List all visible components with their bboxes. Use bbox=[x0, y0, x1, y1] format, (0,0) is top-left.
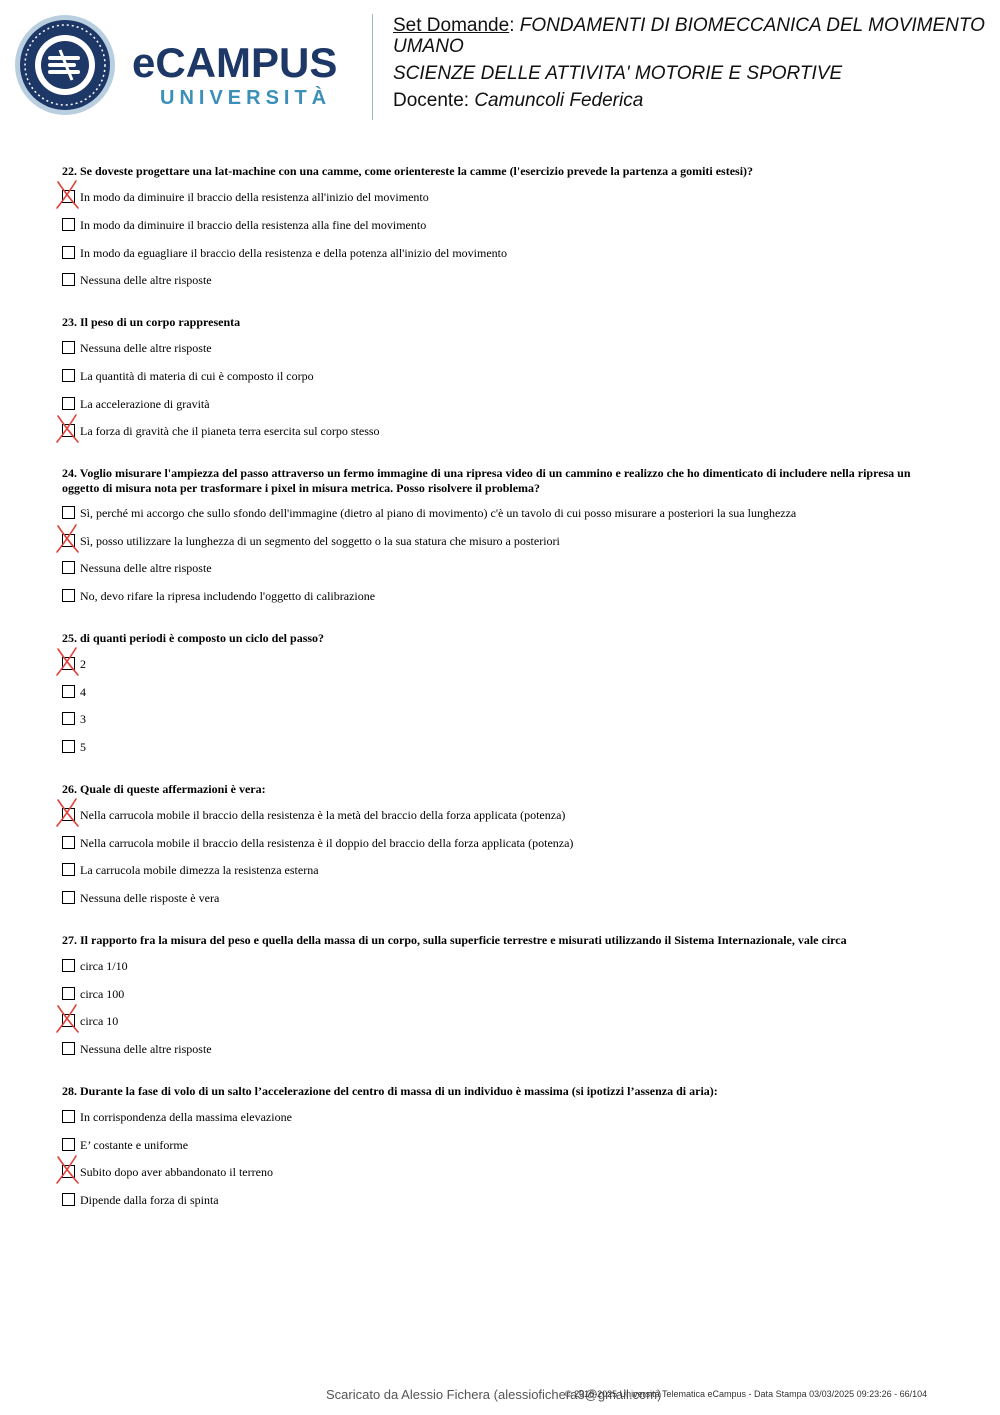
answer-option[interactable] bbox=[62, 862, 942, 878]
checkbox[interactable] bbox=[62, 959, 75, 972]
set-title-row bbox=[393, 15, 993, 57]
answer-option[interactable] bbox=[62, 217, 942, 233]
answer-option-label: In modo da diminuire il braccio della resistenza alla fine del movimento bbox=[80, 218, 427, 232]
checkbox[interactable] bbox=[62, 397, 75, 410]
answer-option[interactable] bbox=[62, 368, 942, 384]
checkbox[interactable] bbox=[62, 891, 75, 904]
selected-x-mark-icon bbox=[56, 1155, 80, 1185]
selected-x-mark-icon bbox=[56, 524, 80, 554]
checkbox[interactable] bbox=[62, 341, 75, 354]
answer-option[interactable] bbox=[62, 505, 942, 521]
answer-option[interactable] bbox=[62, 340, 942, 356]
checkbox[interactable] bbox=[62, 246, 75, 259]
answer-option-label: circa 1/10 bbox=[80, 959, 128, 973]
answer-option-label: Nessuna delle altre risposte bbox=[80, 341, 212, 355]
checkbox[interactable] bbox=[62, 1138, 75, 1151]
answer-option[interactable] bbox=[62, 560, 942, 576]
ecampus-logo-wordmark bbox=[132, 40, 357, 115]
answer-option-label: Dipende dalla forza di spinta bbox=[80, 1193, 219, 1207]
answer-option-label: La carrucola mobile dimezza la resistenza esterna bbox=[80, 863, 319, 877]
degree-row bbox=[393, 63, 993, 84]
answer-option[interactable] bbox=[62, 807, 942, 823]
answer-option-label: Subito dopo aver abbandonato il terreno bbox=[80, 1165, 273, 1179]
answer-option[interactable] bbox=[62, 588, 942, 604]
answer-option[interactable] bbox=[62, 1041, 942, 1057]
set-label: Set Domande bbox=[393, 15, 510, 36]
checkbox[interactable] bbox=[62, 1193, 75, 1206]
answer-option[interactable] bbox=[62, 835, 942, 851]
checkbox[interactable] bbox=[62, 685, 75, 698]
answer-option-label: In modo da diminuire il braccio della resistenza all'inizio del movimento bbox=[80, 190, 429, 204]
checkbox[interactable] bbox=[62, 561, 75, 574]
answer-option[interactable] bbox=[62, 245, 942, 261]
answer-option-label: La quantità di materia di cui è composto il corpo bbox=[80, 369, 314, 383]
answer-option[interactable] bbox=[62, 272, 942, 288]
selected-x-mark-icon bbox=[56, 414, 80, 444]
answer-option-label: Nella carrucola mobile il braccio della resistenza è la metà del braccio della forza applicata (potenza) bbox=[80, 808, 566, 822]
selected-x-mark-icon bbox=[56, 798, 80, 828]
page-header bbox=[0, 0, 1000, 130]
answer-option-label: 3 bbox=[80, 712, 86, 726]
checkbox[interactable] bbox=[62, 589, 75, 602]
answer-option-label: Nessuna delle altre risposte bbox=[80, 273, 212, 287]
logo-word: eCAMPUS bbox=[132, 39, 338, 86]
checkbox[interactable] bbox=[62, 218, 75, 231]
degree-name: SCIENZE DELLE ATTIVITA' MOTORIE E SPORTIVE bbox=[393, 63, 843, 84]
question-title: 24. Voglio misurare l'ampiezza del passo attraverso un fermo immagine di una ripresa video di un cammino e realizzo che ho dimenticato di includere nella ripresa un oggetto di misura nota per trasformare i pixel in misura metrica. Posso risolvere il problema? bbox=[62, 466, 911, 495]
answer-option[interactable] bbox=[62, 533, 942, 549]
teacher-row bbox=[393, 90, 993, 111]
download-notice: Scaricato da Alessio Fichera (alessiofichera3@gmail.com) bbox=[326, 1387, 662, 1402]
question-title: 27. Il rapporto fra la misura del peso e quella della massa di un corpo, sulla superficie terrestre e misurati utilizzando il Sistema Internazionale, vale circa bbox=[62, 933, 847, 947]
answer-option[interactable] bbox=[62, 1164, 942, 1180]
question-title: 23. Il peso di un corpo rappresenta bbox=[62, 315, 241, 329]
checkbox[interactable] bbox=[62, 712, 75, 725]
teacher-label: Docente: bbox=[393, 90, 475, 111]
selected-x-mark-icon bbox=[56, 180, 80, 210]
ecampus-logo-badge bbox=[14, 14, 116, 116]
answer-option-label: 5 bbox=[80, 740, 86, 754]
answer-option-label: La forza di gravità che il pianeta terra esercita sul corpo stesso bbox=[80, 424, 380, 438]
checkbox[interactable] bbox=[62, 987, 75, 1000]
question-title: 28. Durante la fase di volo di un salto l’accelerazione del centro di massa di un individuo è massima (si ipotizzi l’assenza di aria): bbox=[62, 1084, 718, 1098]
set-separator: : bbox=[509, 15, 520, 36]
answer-option[interactable] bbox=[62, 684, 942, 700]
teacher-name: Camuncoli Federica bbox=[474, 90, 644, 111]
answer-option[interactable] bbox=[62, 1137, 942, 1153]
answer-option[interactable] bbox=[62, 189, 942, 205]
checkbox[interactable] bbox=[62, 1042, 75, 1055]
header-divider bbox=[372, 14, 373, 120]
answer-option[interactable] bbox=[62, 656, 942, 672]
answer-option[interactable] bbox=[62, 711, 942, 727]
question-title: 26. Quale di queste affermazioni è vera: bbox=[62, 782, 266, 796]
answer-option[interactable] bbox=[62, 739, 942, 755]
answer-option-label: circa 100 bbox=[80, 987, 125, 1001]
answer-option-label: In corrispondenza della massima elevazione bbox=[80, 1110, 292, 1124]
answer-option[interactable] bbox=[62, 1013, 942, 1029]
checkbox[interactable] bbox=[62, 836, 75, 849]
logo-subtitle: UNIVERSITÀ bbox=[160, 87, 332, 109]
answer-option-label: Sì, perché mi accorgo che sullo sfondo dell'immagine (dietro al piano di movimento) c'è un tavolo di cui posso misurare a posteriori la sua lunghezza bbox=[80, 506, 797, 520]
answer-option-label: E’ costante e uniforme bbox=[80, 1138, 189, 1152]
answer-option-label: Nessuna delle altre risposte bbox=[80, 561, 212, 575]
answer-option[interactable] bbox=[62, 1192, 942, 1208]
answer-option-label: La accelerazione di gravità bbox=[80, 397, 210, 411]
question-title: 22. Se doveste progettare una lat-machine con una camme, come orientereste la camme (l'esercizio prevede la partenza a gomiti estesi)? bbox=[62, 164, 754, 178]
answer-option-label: 2 bbox=[80, 657, 86, 671]
answer-option[interactable] bbox=[62, 890, 942, 906]
checkbox[interactable] bbox=[62, 740, 75, 753]
answer-option[interactable] bbox=[62, 423, 942, 439]
answer-option-label: 4 bbox=[80, 685, 86, 699]
answer-option-label: Nella carrucola mobile il braccio della resistenza è il doppio del braccio della forza applicata (potenza) bbox=[80, 836, 574, 850]
answer-option[interactable] bbox=[62, 396, 942, 412]
answer-option-label: In modo da eguagliare il braccio della resistenza e della potenza all'inizio del movimento bbox=[80, 246, 507, 260]
print-info: © 2016-2025 Università Telematica eCampus - Data Stampa 03/03/2025 09:23:26 - 66/104 bbox=[565, 1389, 928, 1399]
answer-option-label: Sì, posso utilizzare la lunghezza di un segmento del soggetto o la sua statura che misuro a posteriori bbox=[80, 534, 560, 548]
selected-x-mark-icon bbox=[56, 647, 80, 677]
answer-option-label: Nessuna delle altre risposte bbox=[80, 1042, 212, 1056]
answer-option-label: Nessuna delle risposte è vera bbox=[80, 891, 220, 905]
question-title: 25. di quanti periodi è composto un ciclo del passo? bbox=[62, 631, 325, 645]
checkbox[interactable] bbox=[62, 273, 75, 286]
checkbox[interactable] bbox=[62, 369, 75, 382]
answer-option[interactable] bbox=[62, 958, 942, 974]
answer-option[interactable] bbox=[62, 1109, 942, 1125]
course-title: FONDAMENTI DI BIOMECCANICA DEL MOVIMENTO UMANO bbox=[393, 15, 985, 57]
header-info bbox=[393, 15, 993, 111]
answer-option-label: No, devo rifare la ripresa includendo l'oggetto di calibrazione bbox=[80, 589, 376, 603]
checkbox[interactable] bbox=[62, 506, 75, 519]
checkbox[interactable] bbox=[62, 863, 75, 876]
selected-x-mark-icon bbox=[56, 1004, 80, 1034]
checkbox[interactable] bbox=[62, 1110, 75, 1123]
answer-option-label: circa 10 bbox=[80, 1014, 119, 1028]
answer-option[interactable] bbox=[62, 986, 942, 1002]
